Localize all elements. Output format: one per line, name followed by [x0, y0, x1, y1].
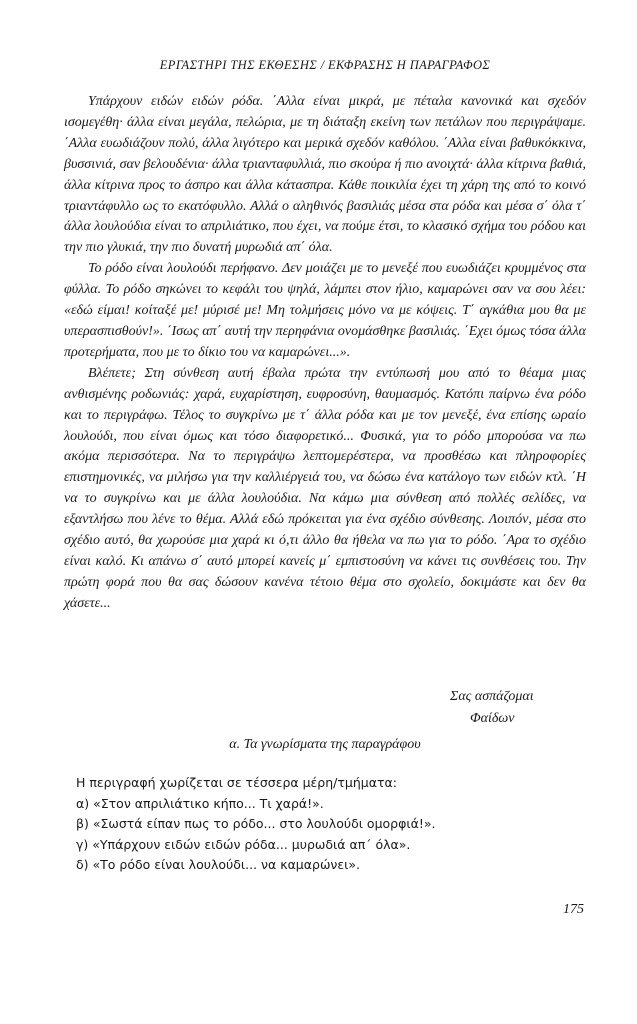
- list-item: [76, 794, 576, 815]
- list-text: «Υπάρχουν ειδών ειδών ρόδα... μυρωδιά απ΄ όλα».: [92, 836, 411, 852]
- list-item: [76, 835, 576, 856]
- parts-list: [76, 773, 576, 876]
- list-marker: δ): [76, 857, 89, 872]
- letter-signoff: [450, 686, 534, 730]
- list-item: [76, 855, 576, 876]
- list-item: [76, 814, 576, 835]
- list-marker: α): [76, 795, 90, 811]
- closing-line: Σας ασπάζομαι: [450, 689, 534, 704]
- signature: Φαίδων: [470, 711, 515, 726]
- paragraph-proud-flower: Το ρόδο είναι λουλούδι περήφανο. Δεν μοιάζει με το μενεξέ που ευωδιάζει κρυμμένος στα φύλλα. Το ρόδο σηκώνει το κεφάλι του ψηλά, λάμπει στον ήλιο, καμαρώνει σαν να σου λέει: «εδώ είμαι! κοίταξέ με! μύρισέ με! Μη τολμήσεις μόνο να με κόψεις. Τ΄ αγκάθια μου θα με υπερασπισθούν!». ΄Ισως απ΄ αυτή την περηφάνια ονομάσθηκε βασιλιάς. ΄Εχει όμως τόσα άλλα προτερήματα, που με το δίκιο του να καμαρώνει...».: [64, 261, 586, 360]
- parts-intro: Η περιγραφή χωρίζεται σε τέσσερα μέρη/τμήματα:: [76, 775, 397, 790]
- page-number: 175: [563, 902, 584, 917]
- section-heading: α. Τα γνωρίσματα της παραγράφου: [229, 737, 421, 752]
- list-text: «Το ρόδο είναι λουλούδι... να καμαρώνει».: [92, 857, 360, 872]
- running-header: ΕΡΓΑΣΤΗΡΙ ΤΗΣ ΕΚΘΕΣΗΣ / ΕΚΦΡΑΣΗΣ Η ΠΑΡΑΓΡΑΦΟΣ: [159, 58, 491, 72]
- letter-body: [64, 92, 586, 615]
- paragraph-rose-varieties: Υπάρχουν ειδών ειδών ρόδα. ΄Αλλα είναι μικρά, με πέταλα κανονικά και σχεδόν ισομεγέθη· άλλα είναι μεγάλα, πελώρια, με τη διάταξη εκείνη των πετάλων που περιγράψαμε. ΄Αλλα ευωδιάζουν πολύ, άλλα λιγότερο και μερικά σχεδόν καθόλου. ΄Αλλα είναι βαθυκόκκινα, βυσσινιά, σαν βελουδένια· άλλα τριανταφυλλιά, πιο σκούρα ή πιο ανοιχτά· άλλα κίτρινα βαθιά, άλλα κίτρινα προς το άσπρο και άλλα κάτασπρα. Κάθε ποικιλία έχει τη χάρη της από το κοινό τριαντάφυλλο ως το εκατόφυλλο. Αλλά ο αληθινός βασιλιάς μέσα στα ρόδα και μέσα σ΄ όλα τ΄ άλλα λουλούδια είναι το απριλιάτικο, που έχει, να πούμε έτσι, το κλασικό σχήμα του ρόδου και την πιο γλυκιά, την πιο δυνατή μυρωδιά απ΄ όλα.: [64, 94, 586, 256]
- paragraph-composition-plan: Βλέπετε; Στη σύνθεση αυτή έβαλα πρώτα την εντύπωσή μου από το θέαμα μιας ανθισμένης ροδωνιάς: χαρά, ευχαρίστηση, ευφροσύνη, θαυμασμός. Κατόπι παίρνω ένα ρόδο και το περιγράφω. Τέλος το συγκρίνω με τ΄ άλλα ρόδα και με τον μενεξέ, ένα επίσης ωραίο λουλούδι, που είναι όμως και τόσο διαφορετικό... Φυσικά, για το ρόδο μπορούσα να πω ακόμα περισσότερα. Να το περιγράψω λεπτομερέστερα, να προσθέσω και πληροφορίες επιστημονικές, να μιλήσω για την καλλιέργειά του, να δώσω ένα κατάλογο των ειδών κτλ. ΄Η να το συγκρίνω και με άλλα λουλούδια. Να κάμω μια σύνθεση από πολλές σελίδες, να εξαντλήσω που λένε το θέμα. Αλλά εδώ πρόκειται για ένα σχέδιο σύνθεσης. Λοιπόν, μέσα στο σχέδιο αυτό, θα χωρούσε μια χαρά κι ό,τι άλλο θα ήθελα να πω για το ρόδο. ΄Αρα το σχέδιο είναι καλό. Κι απάνω σ΄ αυτό μπορεί κανείς μ΄ εμπιστοσύνη να κάνει τις συνθέσεις του. Την πρώτη φορά που θα σας δώσουν κανένα τέτοιο θέμα στο σχολείο, δοκιμάστε και δεν θα χάσετε...: [64, 365, 586, 611]
- list-marker: γ): [76, 836, 89, 852]
- document-page: [64, 0, 586, 1024]
- list-text: «Στον απριλιάτικο κήπο... Τι χαρά!».: [93, 795, 324, 811]
- list-marker: β): [76, 816, 89, 831]
- list-text: «Σωστά είπαν πως το ρόδο... στο λουλούδι ομορφιά!».: [92, 816, 436, 831]
